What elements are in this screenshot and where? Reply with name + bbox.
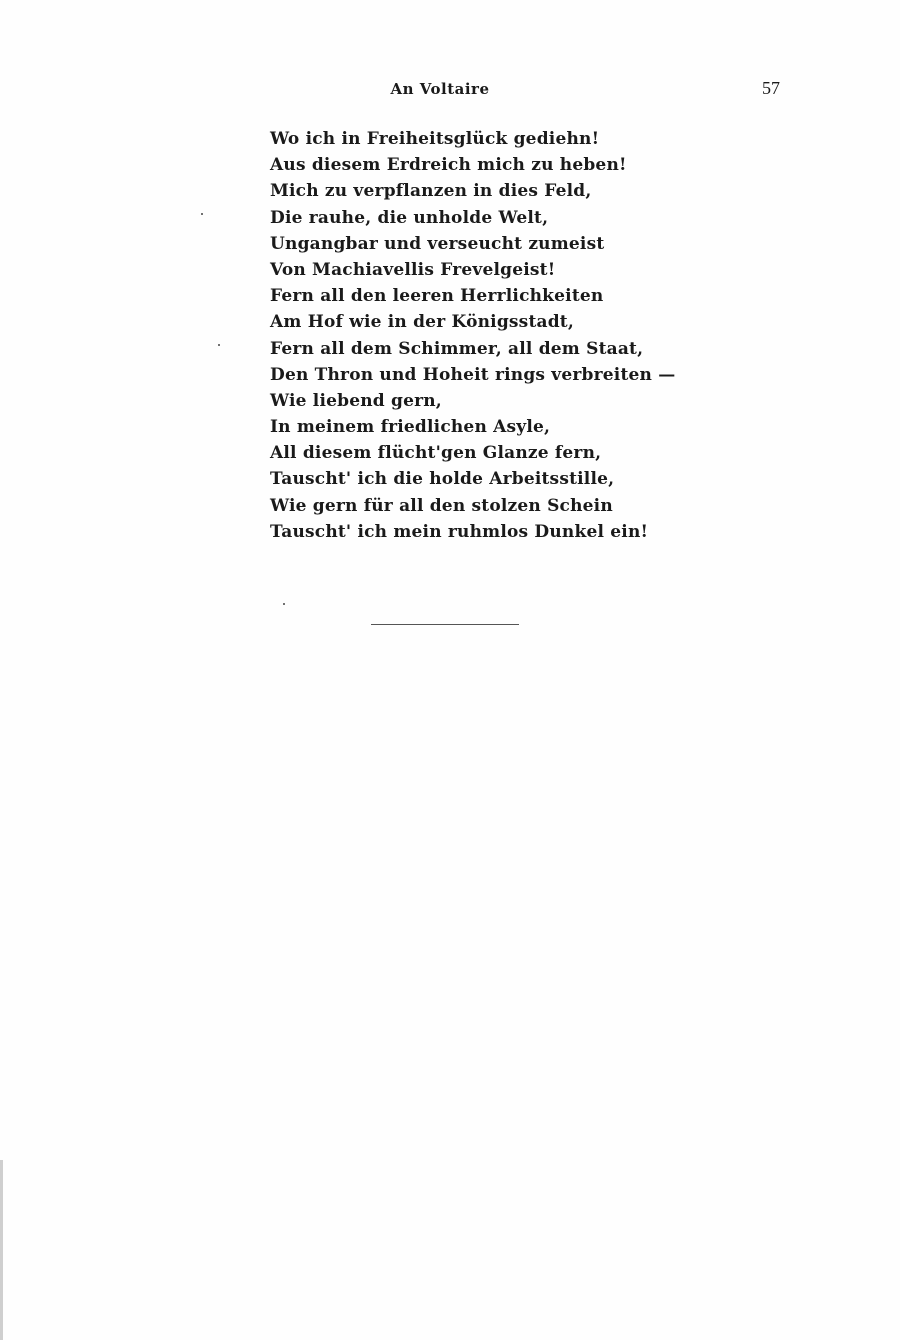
- poem-line: Am Hof wie in der Königsstadt,: [270, 312, 574, 333]
- poem-stanza: [270, 126, 690, 545]
- print-speck: [218, 344, 220, 346]
- section-divider: [371, 624, 519, 625]
- poem-line: All diesem flücht'gen Glanze fern,: [270, 443, 602, 464]
- poem-line: Wo ich in Freiheitsglück gediehn!: [270, 129, 600, 149]
- page-edge-shadow: [0, 1160, 3, 1340]
- poem-line: Tauscht' ich mein ruhmlos Dunkel ein!: [270, 521, 649, 542]
- poem-line: Tauscht' ich die holde Arbeitsstille,: [270, 469, 615, 490]
- poem-line: Aus diesem Erdreich mich zu heben!: [270, 155, 627, 176]
- poem-line: Fern all dem Schimmer, all dem Staat,: [270, 338, 644, 359]
- poem-line: In meinem friedlichen Asyle,: [270, 417, 551, 438]
- poem-line: Von Machiavellis Frevelgeist!: [270, 259, 556, 280]
- poem-line: Ungangbar und verseucht zumeist: [270, 233, 605, 254]
- poem-line: Mich zu verpflanzen in dies Feld,: [270, 181, 592, 202]
- poem-line: Die rauhe, die unholde Welt,: [270, 207, 549, 228]
- page-number: 57: [762, 78, 780, 98]
- poem-line: Fern all den leeren Herrlichkeiten: [270, 286, 604, 307]
- poem-line: Wie gern für all den stolzen Schein: [270, 495, 613, 516]
- print-speck: [201, 213, 203, 215]
- running-title: An Voltaire: [390, 80, 490, 98]
- poem-line: Den Thron und Hoheit rings verbreiten —: [270, 364, 676, 385]
- print-speck: [283, 603, 285, 605]
- poem-line: Wie liebend gern,: [270, 390, 442, 411]
